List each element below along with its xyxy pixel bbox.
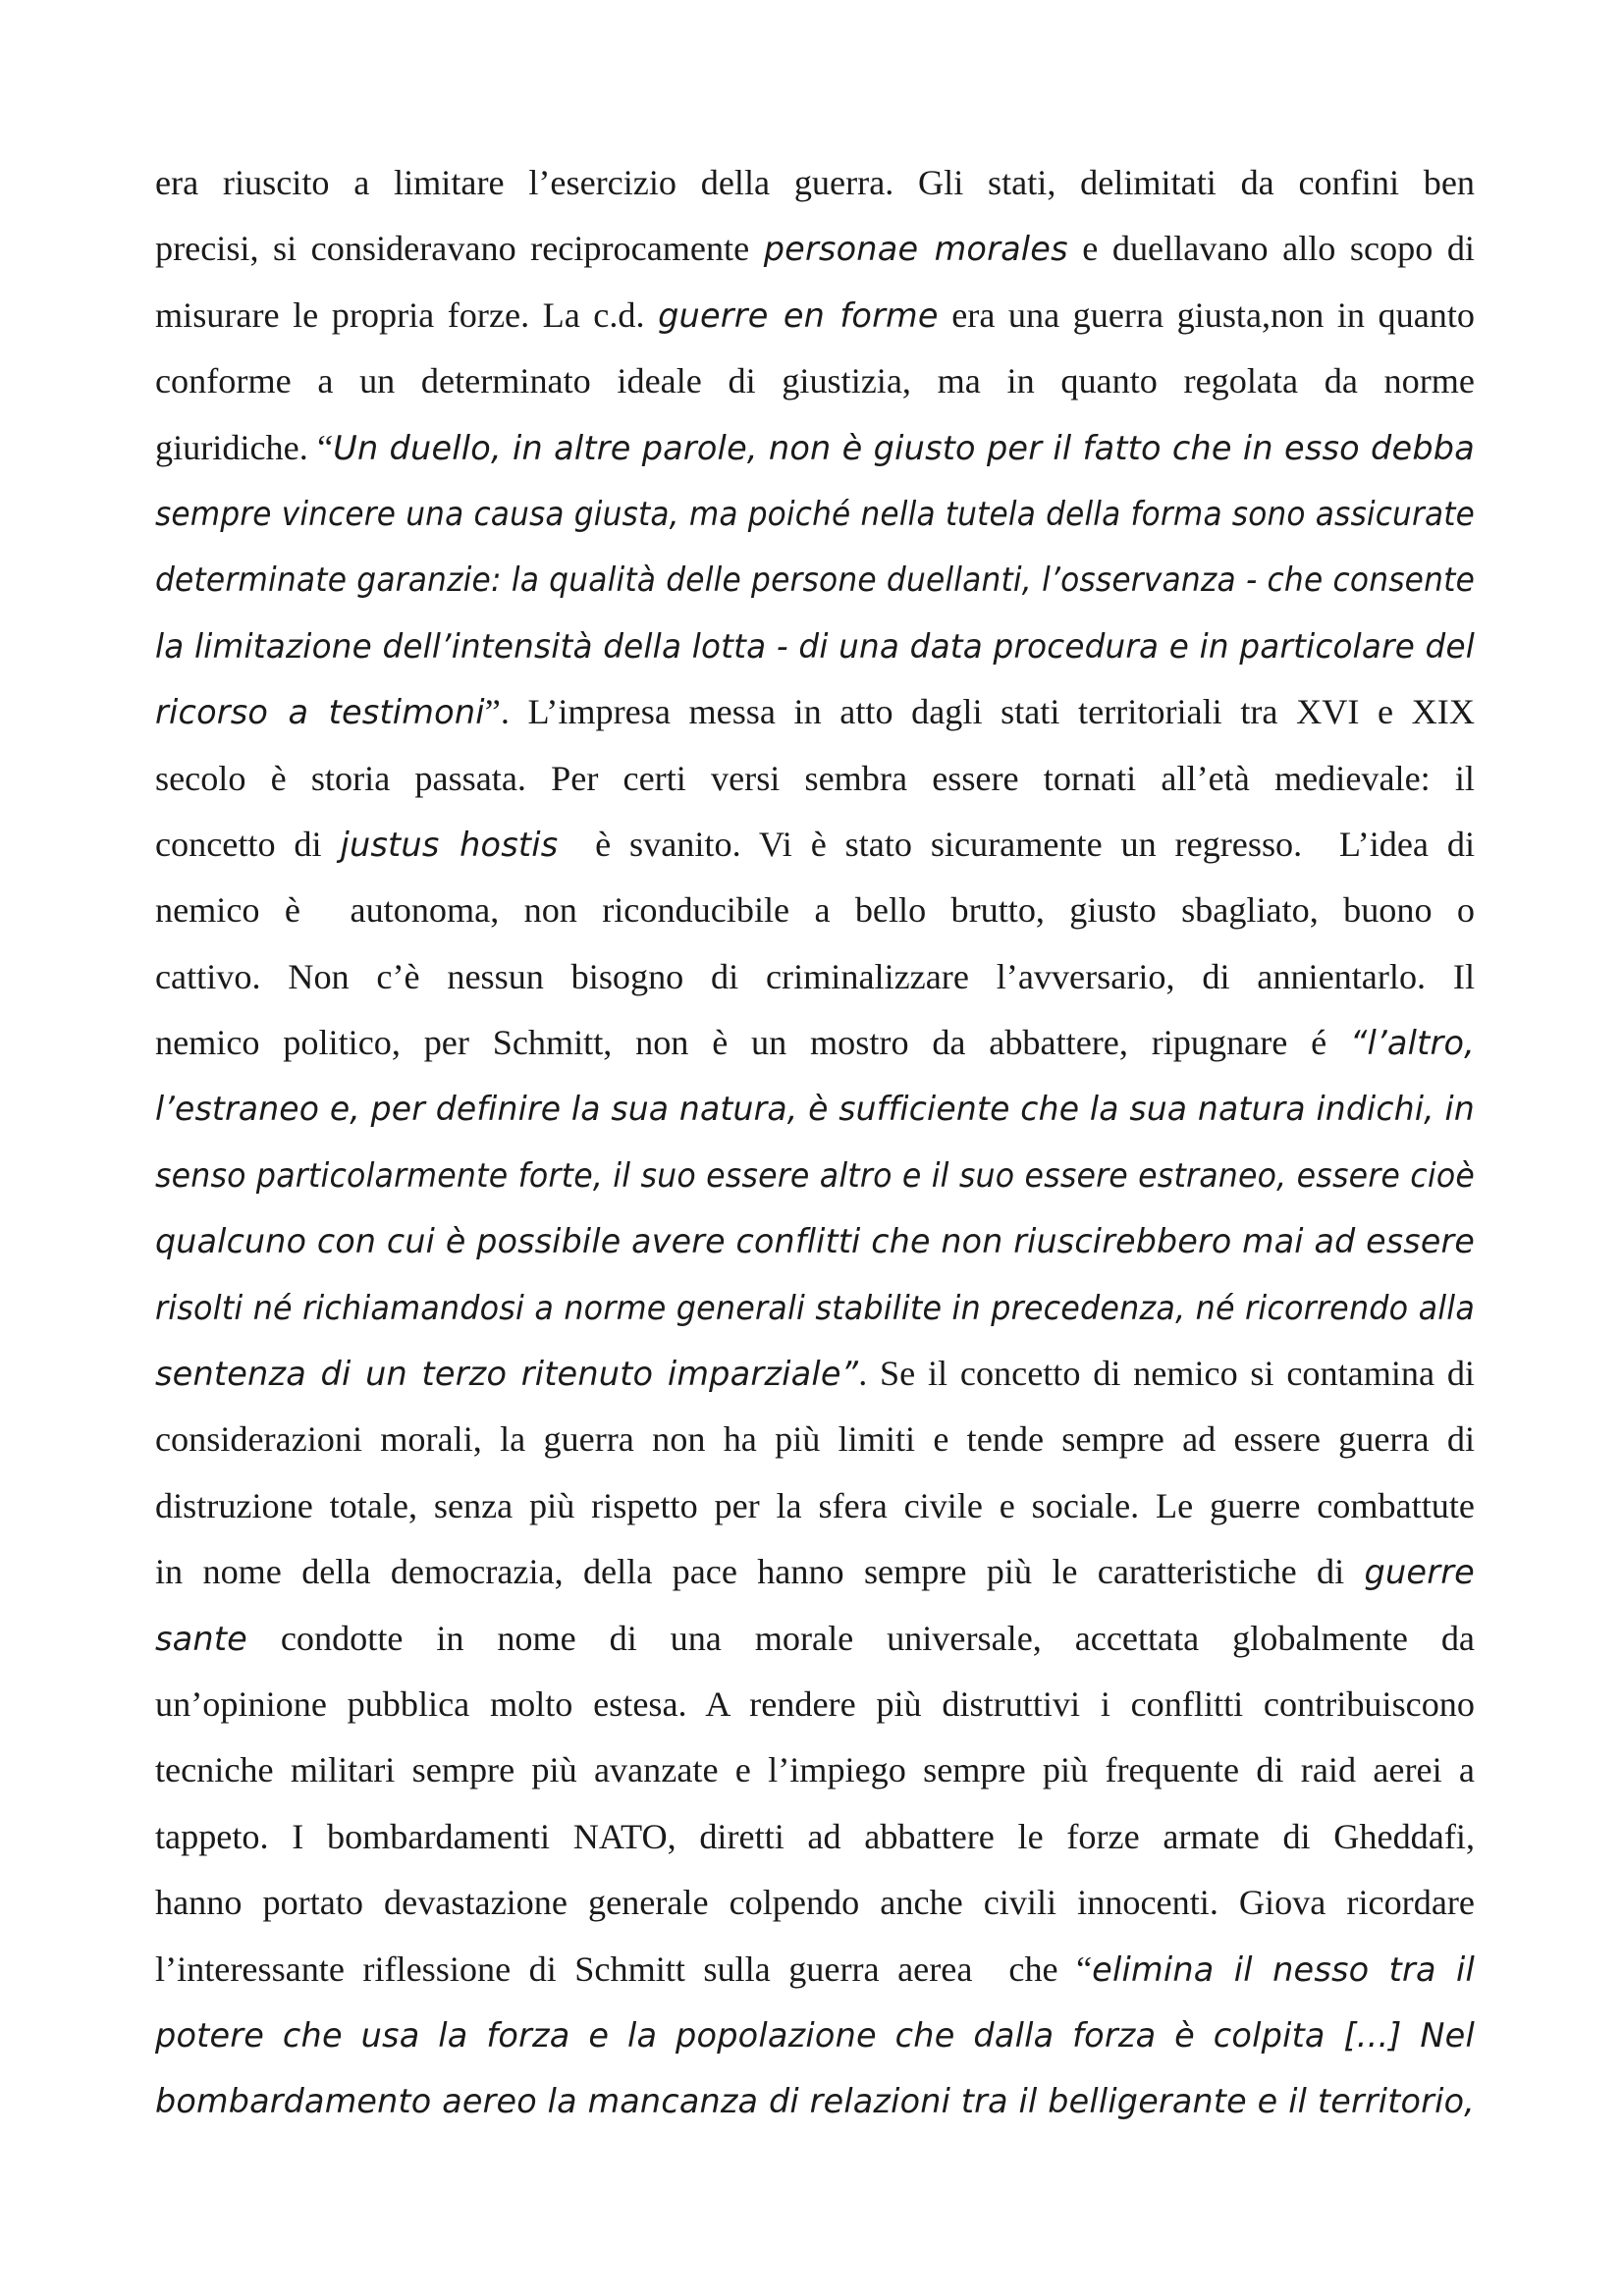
text-segment: è svanito. Vi è stato sicuramente un regresso. L’idea di <box>558 824 1476 864</box>
italic-text-segment: determinate garanzie: la qualità delle persone duellanti, l’osservanza - che consente <box>155 561 1475 600</box>
italic-text-segment: qualcuno con cui è possibile avere conflitti che non riuscirebbero mai ad essere <box>155 1222 1475 1261</box>
text-segment: conforme a un determinato ideale di giustizia, ma in quanto regolata da norme <box>155 361 1475 401</box>
text-line <box>155 216 1475 282</box>
italic-text-segment: Un duello, in altre parole, non è giusto per il fatto che in esso debba <box>333 428 1475 467</box>
text-line <box>155 812 1475 878</box>
text-segment: ”. L’impresa messa in atto dagli stati territoriali tra XVI e XIX <box>484 692 1475 732</box>
text-line <box>155 614 1475 679</box>
text-line <box>155 283 1475 348</box>
text-line <box>155 1937 1475 2002</box>
text-line <box>155 1804 1475 1870</box>
text-segment: e duellavano allo scopo di <box>1067 229 1475 269</box>
text-line <box>155 481 1475 547</box>
italic-text-segment: ricorso a testimoni <box>155 693 485 732</box>
text-line <box>155 679 1475 745</box>
text-segment: un’opinione pubblica molto estesa. A rendere più distruttivi i conflitti contribuiscono <box>155 1683 1475 1724</box>
text-segment: misurare le propria forze. La c.d. <box>155 294 659 335</box>
text-segment: concetto di <box>155 824 341 864</box>
text-segment: secolo è storia passata. Per certi versi sembra essere tornati all’età medievale: il <box>155 758 1475 798</box>
text-line <box>155 1341 1475 1407</box>
italic-text-segment: guerre <box>1364 1553 1475 1592</box>
italic-text-segment: potere che usa la forza e la popolazione che dalla forza è colpita [...] Nel <box>155 2015 1475 2055</box>
text-segment: l’interessante riflessione di Schmitt sulla guerra aerea che “ <box>155 1949 1093 1989</box>
text-line <box>155 1076 1475 1142</box>
text-segment: . Se il concetto di nemico si contamina di <box>858 1354 1475 1394</box>
text-segment: tecniche militari sempre più avanzate e l’impiego sempre più frequente di raid aerei a <box>155 1750 1475 1790</box>
text-segment: era riuscito a limitare l’esercizio della guerra. Gli stati, delimitati da confini ben <box>155 163 1475 202</box>
text-line <box>155 1208 1475 1274</box>
italic-text-segment: guerre en forme <box>658 295 939 335</box>
text-line <box>155 348 1475 414</box>
text-line <box>155 415 1475 481</box>
text-line <box>155 1737 1475 1803</box>
italic-text-segment: sentenza di un terzo ritenuto imparziale” <box>155 1355 859 1394</box>
italic-text-segment: sante <box>155 1619 247 1658</box>
text-line <box>155 1473 1475 1539</box>
text-line <box>155 1606 1475 1672</box>
text-segment: nemico è autonoma, non riconducibile a bello brutto, giusto sbagliato, buono o <box>155 890 1475 931</box>
italic-text-segment: elimina il nesso tra il <box>1092 1949 1475 1989</box>
italic-text-segment: la limitazione dell’intensità della lotta - di una data procedura e in particolare del <box>155 626 1475 666</box>
text-segment: condotte in nome di una morale universale, accettata globalmente da <box>246 1618 1475 1658</box>
text-segment: hanno portato devastazione generale colpendo anche civili innocenti. Giova ricordare <box>155 1883 1475 1923</box>
text-segment: nemico politico, per Schmitt, non è un mostro da abbattere, ripugnare é <box>155 1023 1350 1063</box>
italic-text-segment: risolti né richiamandosi a norme generali stabilite in precedenza, né ricorrendo alla <box>155 1288 1475 1327</box>
text-line <box>155 150 1475 216</box>
text-line <box>155 944 1475 1010</box>
text-segment: in nome della democrazia, della pace hanno sempre più le caratteristiche di <box>155 1552 1365 1592</box>
body-text <box>155 150 1475 2135</box>
text-line <box>155 1672 1475 1737</box>
text-segment: cattivo. Non c’è nessun bisogno di criminalizzare l’avversario, di annientarlo. Il <box>155 956 1475 996</box>
text-segment: precisi, si consideravano reciprocamente <box>155 229 764 269</box>
text-line <box>155 1870 1475 1936</box>
text-line <box>155 547 1475 613</box>
italic-text-segment: l’estraneo e, per definire la sua natura, è sufficiente che la sua natura indichi, in <box>155 1090 1475 1129</box>
text-line <box>155 1539 1475 1605</box>
text-segment: giuridiche. “ <box>155 427 334 467</box>
text-line <box>155 1407 1475 1472</box>
text-line <box>155 1010 1475 1076</box>
text-segment: distruzione totale, senza più rispetto per la sfera civile e sociale. Le guerre combattute <box>155 1485 1475 1525</box>
text-line <box>155 878 1475 943</box>
text-segment: era una guerra giusta,non in quanto <box>938 294 1475 335</box>
text-segment: considerazioni morali, la guerra non ha più limiti e tende sempre ad essere guerra di <box>155 1419 1475 1460</box>
italic-text-segment: bombardamento aereo la mancanza di relazioni tra il belligerante e il territorio, <box>155 2082 1475 2121</box>
text-line <box>155 1143 1475 1208</box>
text-segment: tappeto. I bombardamenti NATO, diretti ad abbattere le forze armate di Gheddafi, <box>155 1816 1475 1856</box>
italic-text-segment: “l’altro, <box>1350 1024 1475 1063</box>
text-line <box>155 2002 1475 2068</box>
italic-text-segment: justus hostis <box>340 825 559 864</box>
text-line <box>155 2068 1475 2134</box>
italic-text-segment: senso particolarmente forte, il suo essere altro e il suo essere estraneo, essere cioè <box>155 1155 1475 1195</box>
text-line <box>155 1275 1475 1341</box>
italic-text-segment: sempre vincere una causa giusta, ma poiché nella tutela della forma sono assicurate <box>155 494 1475 533</box>
text-line <box>155 746 1475 812</box>
italic-text-segment: personae morales <box>763 230 1068 269</box>
